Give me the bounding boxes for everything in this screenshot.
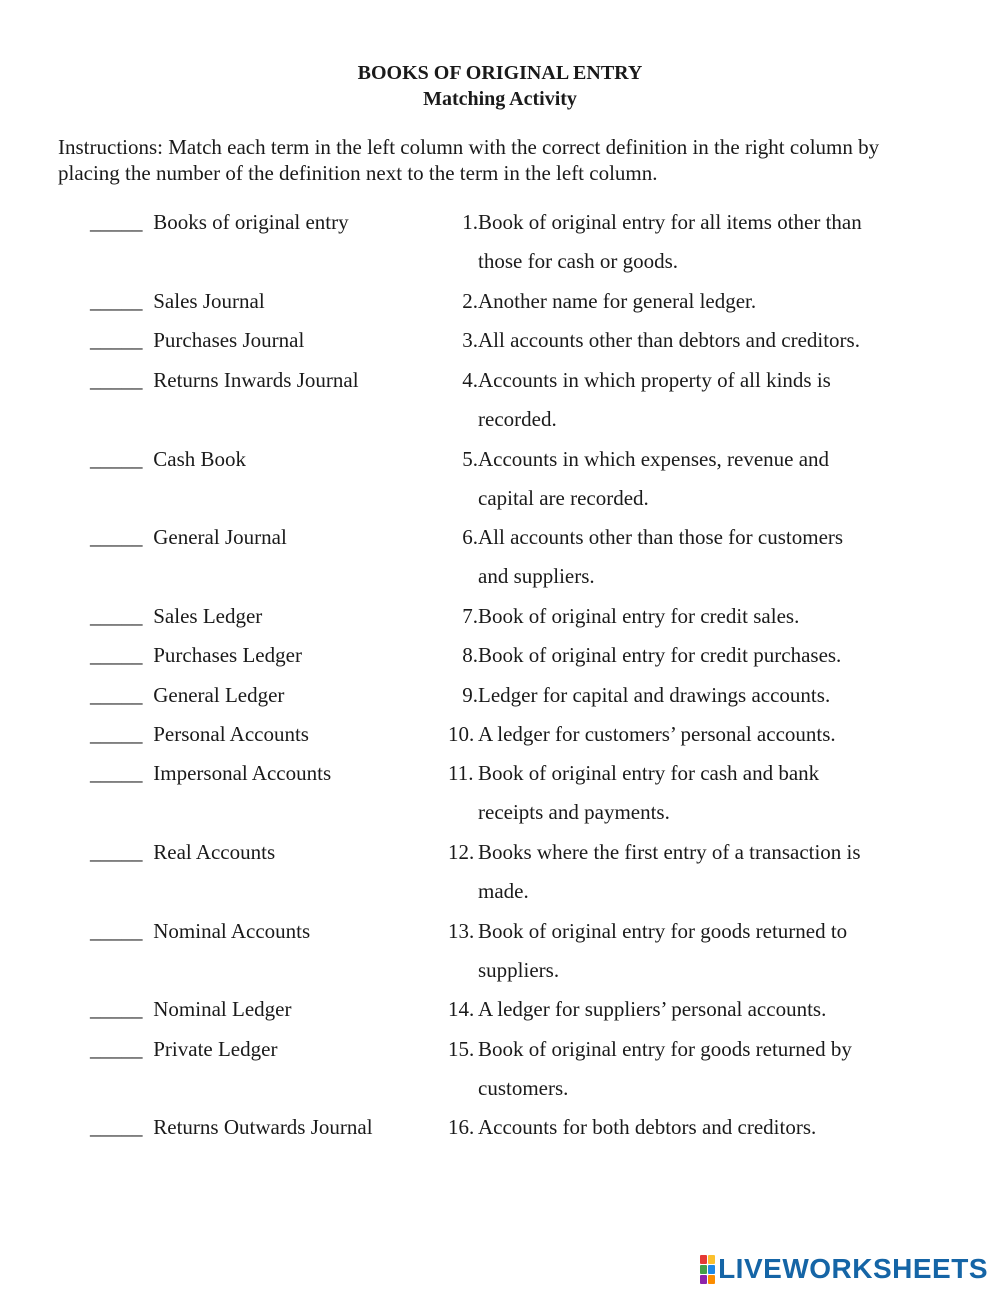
term-row <box>90 524 287 550</box>
logo-mark-square <box>700 1255 707 1264</box>
term-label: Returns Outwards Journal <box>148 1115 373 1139</box>
term-label: Real Accounts <box>148 840 276 864</box>
term-row <box>90 918 310 944</box>
definition-text: Another name for general ledger. <box>478 289 757 313</box>
answer-blank[interactable]: _____ <box>90 722 143 746</box>
term-row <box>90 682 284 708</box>
answer-blank[interactable]: _____ <box>90 840 143 864</box>
definition-item <box>448 288 918 314</box>
definition-number: 2. <box>462 289 478 313</box>
definition-item <box>448 839 918 904</box>
definition-number: 8. <box>462 643 478 667</box>
answer-blank[interactable]: _____ <box>90 210 143 234</box>
answer-blank[interactable]: _____ <box>90 289 143 313</box>
instructions-text: Instructions: Match each term in the left column with the correct definition in the right column by placing the number of the definition next to the term in the left column. <box>58 135 880 185</box>
definition-number: 4. <box>462 368 478 392</box>
page-title: BOOKS OF ORIGINAL ENTRY <box>357 62 643 84</box>
logo-mark-square <box>708 1275 715 1284</box>
definition-item <box>448 1036 918 1101</box>
logo-mark-square <box>708 1255 715 1264</box>
answer-blank[interactable]: _____ <box>90 604 143 628</box>
term-label: General Journal <box>148 525 287 549</box>
definition-item <box>448 682 918 708</box>
definition-item <box>448 642 918 668</box>
definition-text-continued: capital are recorded. <box>478 486 649 510</box>
term-label: Cash Book <box>148 447 247 471</box>
answer-blank[interactable]: _____ <box>90 683 143 707</box>
term-label: Returns Inwards Journal <box>148 368 359 392</box>
definition-text-continued: and suppliers. <box>478 564 595 588</box>
definition-item <box>448 327 918 353</box>
term-label: Nominal Accounts <box>148 919 311 943</box>
term-row <box>90 1036 277 1062</box>
definition-number: 11. <box>448 761 474 785</box>
term-row <box>90 1114 373 1140</box>
definition-text: All accounts other than those for customers <box>478 525 844 549</box>
definition-item <box>448 760 918 825</box>
definition-text: Book of original entry for goods returned to <box>478 919 848 943</box>
term-label: Personal Accounts <box>148 722 309 746</box>
answer-blank[interactable]: _____ <box>90 1037 143 1061</box>
term-row <box>90 760 331 786</box>
definition-text: Accounts in which property of all kinds is <box>478 368 831 392</box>
term-label: Purchases Journal <box>148 328 305 352</box>
term-row <box>90 367 359 393</box>
term-row <box>90 721 309 747</box>
liveworksheets-logo <box>700 1254 988 1284</box>
definition-item <box>448 367 918 432</box>
definition-text: Book of original entry for credit purchases. <box>478 643 842 667</box>
definition-number: 15. <box>448 1037 475 1061</box>
definition-number: 13. <box>448 919 475 943</box>
definition-item <box>448 603 918 629</box>
term-label: Purchases Ledger <box>148 643 302 667</box>
logo-mark-square <box>708 1265 715 1274</box>
answer-blank[interactable]: _____ <box>90 525 143 549</box>
definition-item <box>448 996 918 1022</box>
term-label: Nominal Ledger <box>148 997 292 1021</box>
definition-number: 1. <box>462 210 478 234</box>
definition-number: 6. <box>462 525 478 549</box>
term-label: Impersonal Accounts <box>148 761 332 785</box>
definition-item <box>448 1114 918 1140</box>
term-label: General Ledger <box>148 683 285 707</box>
term-label: Sales Ledger <box>148 604 263 628</box>
definition-item <box>448 446 918 511</box>
definition-text-continued: receipts and payments. <box>478 800 670 824</box>
definition-text: Book of original entry for cash and bank <box>478 761 820 785</box>
term-label: Sales Journal <box>148 289 265 313</box>
definition-text: Book of original entry for all items other than <box>478 210 862 234</box>
answer-blank[interactable]: _____ <box>90 1115 143 1139</box>
definition-number: 9. <box>462 683 478 707</box>
term-row <box>90 839 275 865</box>
definition-item <box>448 209 918 274</box>
definition-text: Accounts for both debtors and creditors. <box>478 1115 817 1139</box>
logo-mark-square <box>700 1275 707 1284</box>
term-row <box>90 209 349 235</box>
definition-text: All accounts other than debtors and creditors. <box>478 328 860 352</box>
answer-blank[interactable]: _____ <box>90 328 143 352</box>
definition-text: A ledger for customers’ personal accounts. <box>478 722 836 746</box>
logo-mark-square <box>700 1265 707 1274</box>
answer-blank[interactable]: _____ <box>90 761 143 785</box>
term-row <box>90 446 246 472</box>
definition-item <box>448 721 918 747</box>
answer-blank[interactable]: _____ <box>90 643 143 667</box>
definition-number: 7. <box>462 604 478 628</box>
answer-blank[interactable]: _____ <box>90 368 143 392</box>
answer-blank[interactable]: _____ <box>90 997 143 1021</box>
definition-number: 10. <box>448 722 475 746</box>
definition-text: Ledger for capital and drawings accounts. <box>478 683 831 707</box>
term-label: Books of original entry <box>148 210 349 234</box>
definition-text-continued: recorded. <box>478 407 557 431</box>
definition-number: 12. <box>448 840 475 864</box>
term-row <box>90 288 265 314</box>
definition-text-continued: made. <box>478 879 529 903</box>
definition-text: A ledger for suppliers’ personal accounts. <box>478 997 827 1021</box>
definition-text: Accounts in which expenses, revenue and <box>478 447 830 471</box>
definition-text: Book of original entry for credit sales. <box>478 604 800 628</box>
definition-item <box>448 918 918 983</box>
definition-text-continued: suppliers. <box>478 958 560 982</box>
definition-number: 5. <box>462 447 478 471</box>
answer-blank[interactable]: _____ <box>90 919 143 943</box>
page-subtitle: Matching Activity <box>423 88 577 110</box>
definition-text-continued: those for cash or goods. <box>478 249 679 273</box>
term-label: Private Ledger <box>148 1037 278 1061</box>
definition-number: 16. <box>448 1115 475 1139</box>
logo-mark-icon <box>700 1255 714 1283</box>
definition-number: 14. <box>448 997 475 1021</box>
definition-number: 3. <box>462 328 478 352</box>
term-row <box>90 996 291 1022</box>
definition-item <box>448 524 918 589</box>
definition-text-continued: customers. <box>478 1076 569 1100</box>
answer-blank[interactable]: _____ <box>90 447 143 471</box>
definition-text: Books where the first entry of a transaction is <box>478 840 861 864</box>
definition-text: Book of original entry for goods returned by <box>478 1037 852 1061</box>
term-row <box>90 603 262 629</box>
term-row <box>90 642 302 668</box>
logo-text: LIVEWORKSHEETS <box>718 1253 988 1284</box>
term-row <box>90 327 304 353</box>
